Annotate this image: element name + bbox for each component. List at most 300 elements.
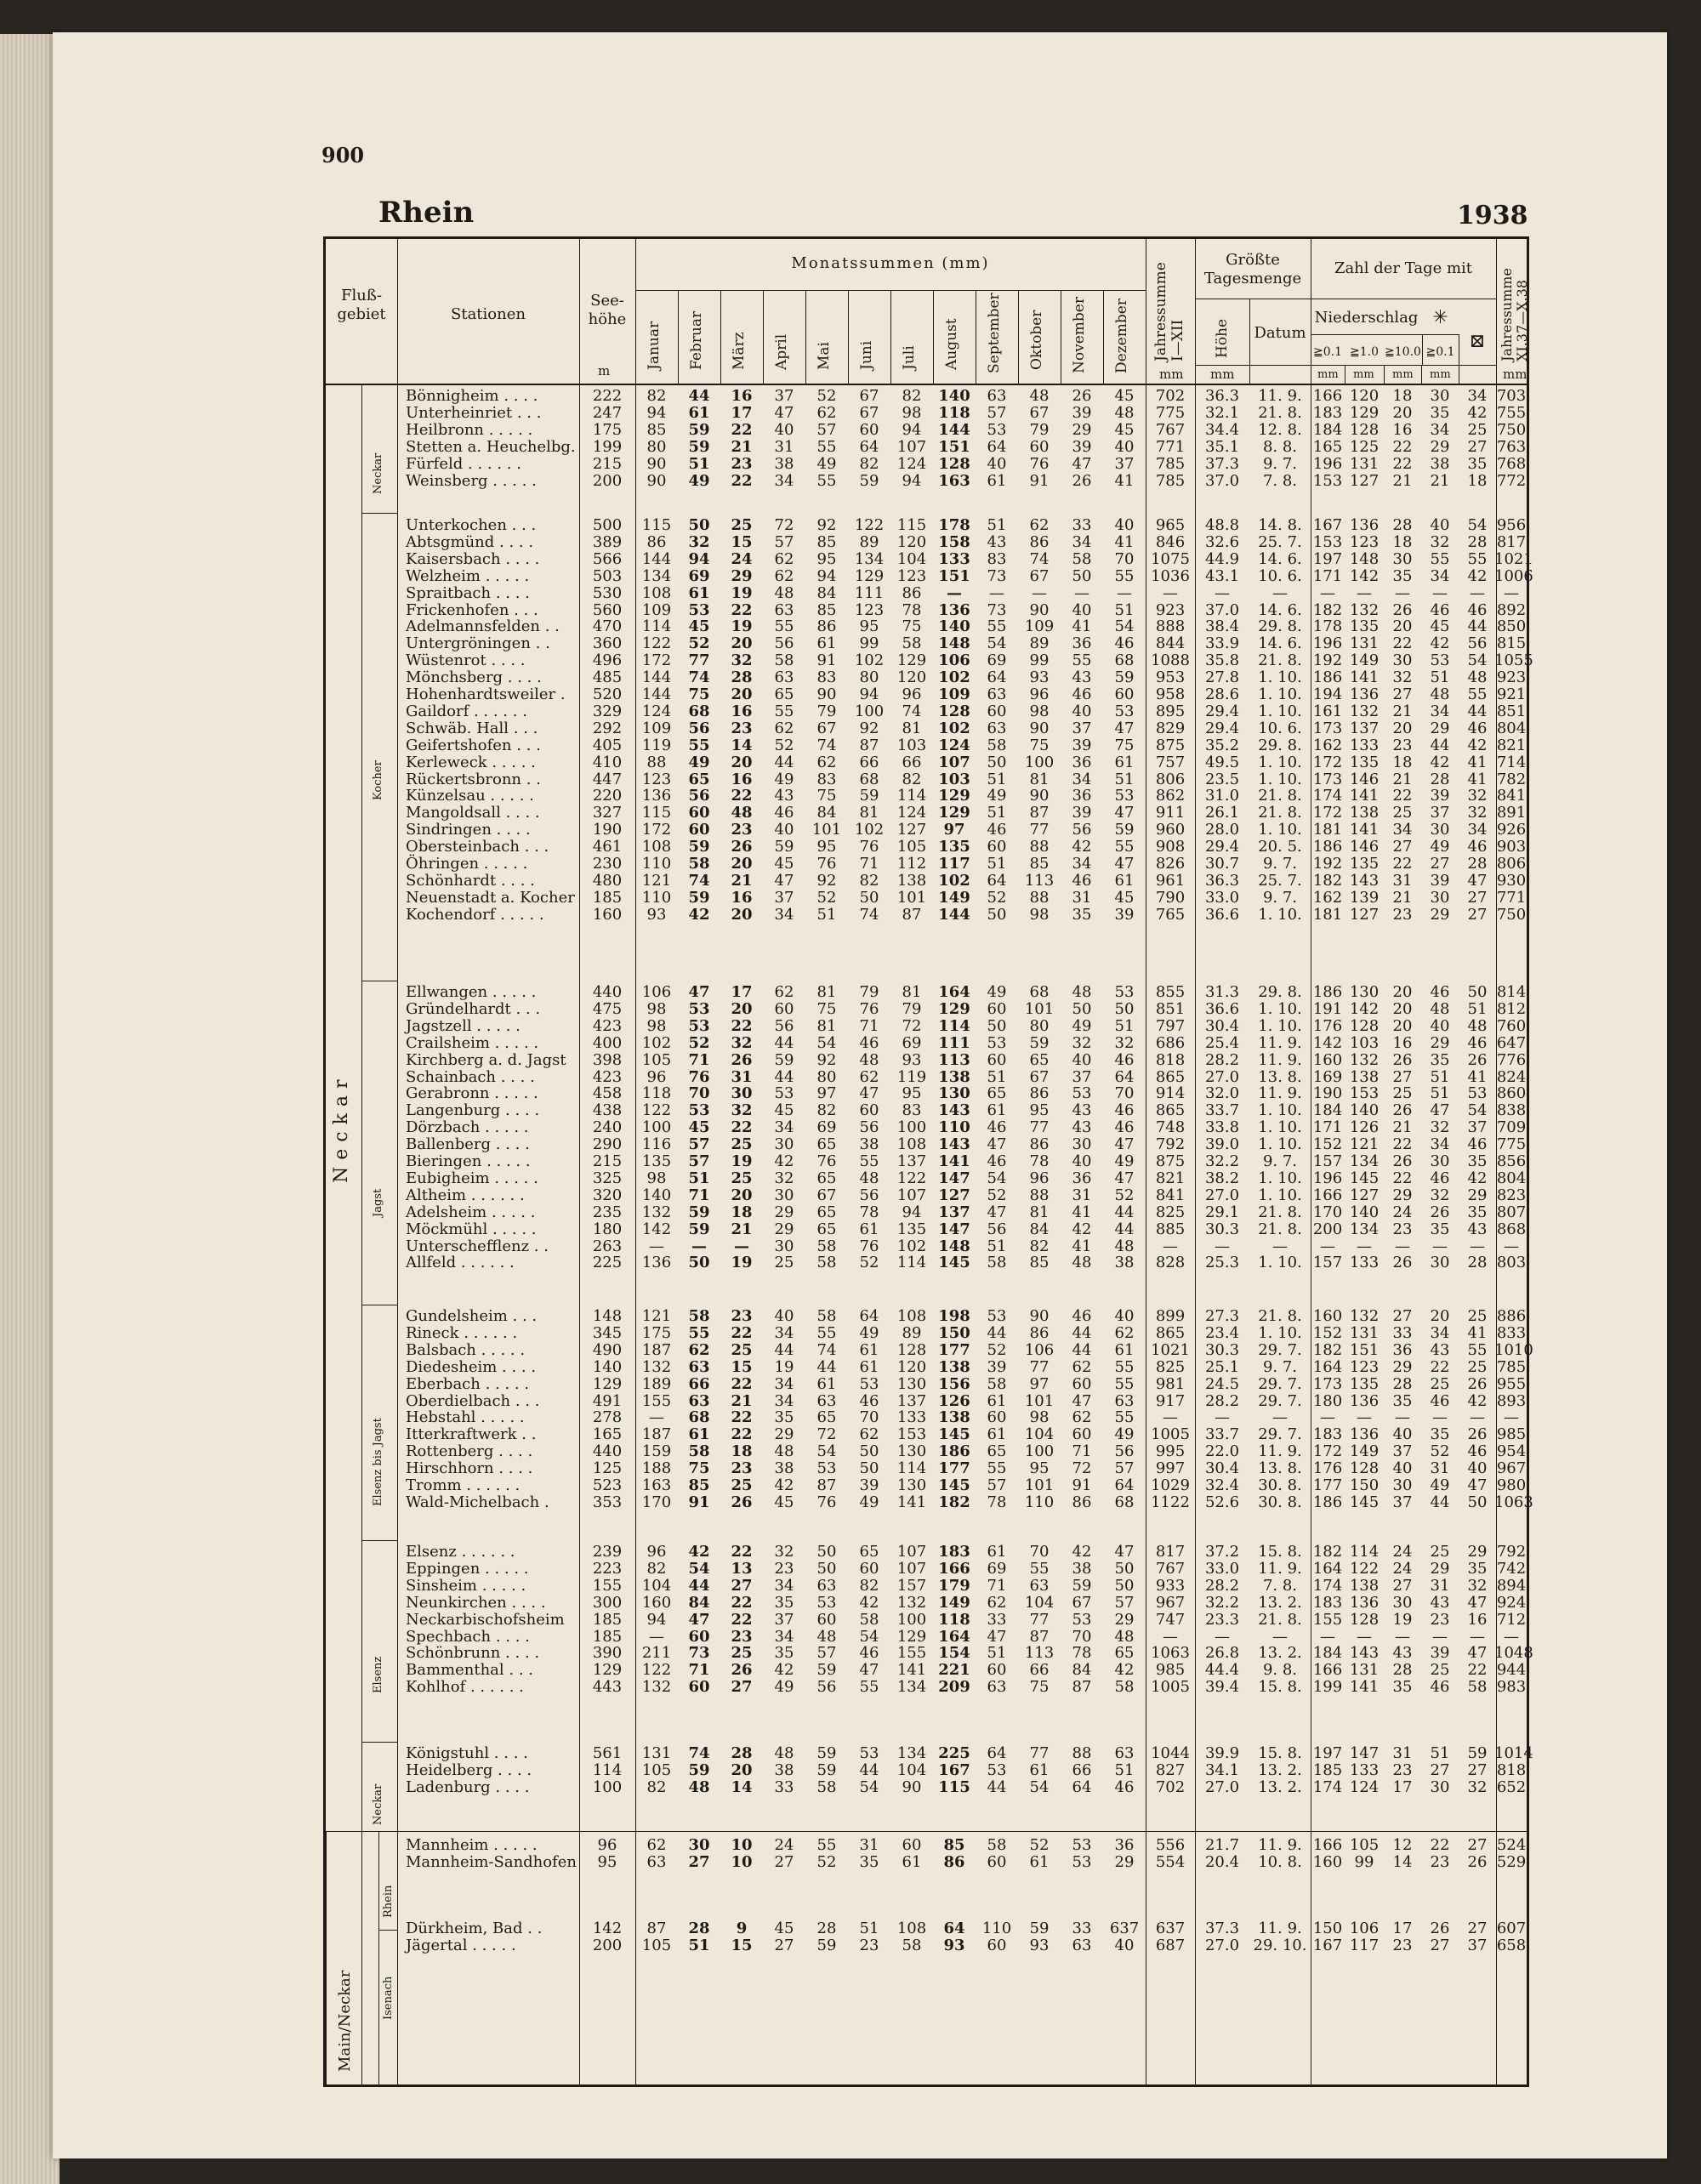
table-cell: 496 <box>592 651 623 670</box>
table-cell: 44 <box>987 1777 1007 1796</box>
table-cell: 33 <box>987 1610 1007 1629</box>
table-cell: 27 <box>1467 905 1488 924</box>
table-cell: 156 <box>938 1374 970 1393</box>
table-cell: 652 <box>1496 1777 1527 1796</box>
table-cell: 166 <box>1312 1836 1343 1854</box>
table-cell: 53 <box>987 1307 1007 1325</box>
table-cell: 59 <box>1114 668 1135 687</box>
station-name: Langenburg . . . . <box>406 1101 540 1120</box>
table-cell: 61 <box>859 1340 879 1359</box>
table-cell: 143 <box>938 1135 970 1154</box>
station-name: Wald-Michelbach . <box>406 1493 549 1511</box>
table-cell: 55 <box>1114 838 1135 856</box>
table-cell: 58 <box>987 736 1007 754</box>
table-cell: 71 <box>859 1016 879 1035</box>
table-cell: 50 <box>859 1459 879 1478</box>
table-cell: 26 <box>1392 1101 1413 1120</box>
table-cell: 129 <box>854 566 885 585</box>
table-cell: 65 <box>816 1135 837 1154</box>
table-cell: 148 <box>938 1237 970 1255</box>
table-cell: 818 <box>1496 1760 1527 1779</box>
table-cell: 742 <box>1496 1559 1527 1578</box>
table-cell: 68 <box>688 702 710 720</box>
table-cell: 144 <box>641 549 672 568</box>
table-cell: 36.3 <box>1204 871 1240 890</box>
table-cell: 79 <box>1029 420 1050 439</box>
table-cell: 32 <box>731 1033 753 1052</box>
table-cell: 15. 8. <box>1258 1744 1302 1762</box>
table-cell: 166 <box>1312 387 1343 405</box>
header-flussgebiet: Fluß- gebiet <box>337 287 386 323</box>
table-cell: 93 <box>902 1050 922 1069</box>
table-cell: 131 <box>1349 1323 1380 1342</box>
table-cell: 50 <box>688 516 710 534</box>
table-cell: 27 <box>1392 1067 1413 1086</box>
table-cell: 25 <box>1467 1307 1488 1325</box>
table-cell: 24 <box>774 1836 794 1854</box>
table-cell: 29.4 <box>1204 702 1240 720</box>
table-cell: 480 <box>592 871 623 890</box>
table-cell: 128 <box>1349 1016 1380 1035</box>
table-cell: 122 <box>641 1661 672 1680</box>
table-cell: 13. 2. <box>1258 1777 1302 1796</box>
table-cell: 98 <box>1029 702 1050 720</box>
table-cell: 129 <box>592 1374 623 1393</box>
table-cell: 25.4 <box>1204 1033 1240 1052</box>
table-cell: 105 <box>641 1760 672 1779</box>
table-cell: 135 <box>938 838 970 856</box>
table-row <box>326 1239 1532 1254</box>
table-cell: 49 <box>987 983 1007 1001</box>
table-cell: 147 <box>938 1220 970 1238</box>
month-mai: Mai <box>816 342 833 370</box>
table-cell: 123 <box>896 566 927 585</box>
table-cell: 12. 8. <box>1258 420 1302 439</box>
header-threshold-0-1: ≧0.1 <box>1313 345 1342 359</box>
table-cell: 180 <box>1312 1391 1343 1410</box>
month-februar: Februar <box>688 310 705 370</box>
table-cell: 132 <box>641 1357 672 1376</box>
table-cell: 153 <box>1312 532 1343 551</box>
table-cell: 155 <box>1312 1610 1343 1629</box>
table-cell: 52 <box>987 888 1007 907</box>
table-cell: 54 <box>1467 1101 1488 1120</box>
station-name: Oberdielbach . . . <box>406 1391 540 1410</box>
table-cell: 35 <box>1467 1203 1488 1221</box>
table-cell: 79 <box>859 983 879 1001</box>
table-cell: 149 <box>1349 651 1380 670</box>
table-cell: 933 <box>1155 1576 1186 1595</box>
table-cell: 145 <box>938 1254 970 1272</box>
table-cell: 192 <box>1312 651 1343 670</box>
table-cell: 111 <box>938 1033 970 1052</box>
table-row <box>326 1427 1532 1442</box>
table-cell: 61 <box>859 1220 879 1238</box>
table-cell: 184 <box>1312 1644 1343 1663</box>
table-cell: 172 <box>641 651 672 670</box>
table-cell: 44 <box>1430 1493 1450 1511</box>
table-cell: 120 <box>1349 387 1380 405</box>
table-cell: 153 <box>896 1425 927 1444</box>
table-cell: 40 <box>1072 1152 1092 1170</box>
table-cell: 94 <box>816 566 837 585</box>
table-cell: 160 <box>1312 1307 1343 1325</box>
table-cell: 76 <box>816 1152 837 1170</box>
table-cell: 105 <box>1349 1836 1380 1854</box>
table-cell: 25 <box>731 1135 753 1154</box>
table-cell: 75 <box>816 787 837 805</box>
table-cell: 177 <box>938 1459 970 1478</box>
table-cell: 54 <box>816 1442 837 1461</box>
table-cell: 126 <box>938 1391 970 1410</box>
table-cell: 39.0 <box>1204 1135 1240 1154</box>
table-cell: 45 <box>774 1493 794 1511</box>
table-cell: 72 <box>1072 1459 1092 1478</box>
table-cell: 157 <box>1312 1254 1343 1272</box>
table-cell: 29 <box>1114 1852 1135 1871</box>
table-cell: 37.0 <box>1204 600 1240 619</box>
table-cell: 475 <box>592 999 623 1018</box>
table-cell: 27 <box>1467 888 1488 907</box>
table-cell: 136 <box>641 1254 672 1272</box>
table-cell: 200 <box>592 1936 623 1954</box>
table-cell: 136 <box>1349 1425 1380 1444</box>
table-cell: 961 <box>1155 871 1186 890</box>
table-cell: 83 <box>902 1101 922 1120</box>
table-cell: 74 <box>859 905 879 924</box>
table-cell: 9. 7. <box>1262 454 1298 473</box>
table-cell: 48 <box>1467 1016 1488 1035</box>
table-cell: 155 <box>896 1644 927 1663</box>
table-cell: 181 <box>1312 905 1343 924</box>
table-cell: 25 <box>1392 804 1413 822</box>
group-elsenz-bis-jagst: Elsenz bis Jagst <box>372 1418 384 1506</box>
table-cell: 132 <box>641 1678 672 1697</box>
table-cell: 25 <box>1467 1357 1488 1376</box>
table-cell: 803 <box>1496 1254 1527 1272</box>
table-cell: 86 <box>1029 1323 1050 1342</box>
table-row <box>326 805 1532 821</box>
table-cell: 148 <box>938 634 970 653</box>
table-cell: 28 <box>1392 1661 1413 1680</box>
table-cell: 40 <box>1114 1936 1135 1954</box>
table-cell: 523 <box>592 1476 623 1494</box>
table-cell: 54 <box>859 1627 879 1646</box>
table-cell: 51 <box>987 855 1007 873</box>
table-cell: 50 <box>816 1543 837 1561</box>
table-cell: 56 <box>1114 1442 1135 1461</box>
table-cell: 95 <box>816 838 837 856</box>
table-cell: 60 <box>859 1101 879 1120</box>
table-cell: 26 <box>1392 1152 1413 1170</box>
table-cell: 160 <box>1312 1852 1343 1871</box>
table-cell: 327 <box>592 804 623 822</box>
table-cell: 87 <box>1072 1678 1092 1697</box>
table-cell: 1021 <box>1494 549 1533 568</box>
table-cell: 40 <box>1392 1425 1413 1444</box>
table-cell: 804 <box>1496 719 1527 737</box>
table-cell: 26 <box>731 838 753 856</box>
table-cell: 150 <box>1312 1920 1343 1937</box>
table-cell: 87 <box>902 905 922 924</box>
table-cell: 53 <box>859 1744 879 1762</box>
table-cell: 71 <box>688 1050 710 1069</box>
table-cell: 443 <box>592 1678 623 1697</box>
table-cell: 74 <box>902 702 922 720</box>
table-cell: 106 <box>1349 1920 1380 1937</box>
month-september: September <box>986 293 1003 373</box>
table-cell: 21 <box>731 871 753 890</box>
table-cell: 20 <box>731 999 753 1018</box>
table-cell: 52.6 <box>1204 1493 1240 1511</box>
table-cell: — <box>1432 583 1448 602</box>
table-cell: 833 <box>1496 1323 1527 1342</box>
table-cell: 851 <box>1496 702 1527 720</box>
table-cell: 923 <box>1496 668 1527 687</box>
table-cell: 138 <box>938 1067 970 1086</box>
table-cell: 23.3 <box>1204 1610 1240 1629</box>
table-cell: 855 <box>1155 983 1186 1001</box>
table-cell: 138 <box>896 871 927 890</box>
table-cell: 34.1 <box>1204 1760 1240 1779</box>
table-cell: 160 <box>1312 1050 1343 1069</box>
table-cell: 51 <box>1430 668 1450 687</box>
table-cell: 98 <box>1029 1408 1050 1427</box>
table-cell: 230 <box>592 855 623 873</box>
table-cell: 101 <box>1024 999 1055 1018</box>
table-cell: 100 <box>641 1118 672 1137</box>
table-cell: 647 <box>1496 1033 1527 1052</box>
table-cell: 25 <box>1430 1374 1450 1393</box>
table-cell: 23 <box>1430 1852 1450 1871</box>
table-cell: 32 <box>1072 1033 1092 1052</box>
table-cell: 95 <box>597 1852 617 1871</box>
header-monatssummen: Monatssummen (mm) <box>791 254 990 272</box>
table-cell: 41 <box>1072 1237 1092 1255</box>
table-cell: 94 <box>902 471 922 490</box>
table-cell: 771 <box>1496 888 1527 907</box>
table-cell: 84 <box>688 1593 710 1612</box>
table-cell: 82 <box>902 770 922 788</box>
table-cell: 709 <box>1496 1118 1527 1137</box>
table-cell: 637 <box>1109 1920 1140 1937</box>
table-cell: 61 <box>688 403 710 422</box>
table-cell: 967 <box>1155 1593 1186 1612</box>
table-cell: 290 <box>592 1135 623 1154</box>
table-cell: 136 <box>1349 516 1380 534</box>
table-cell: 423 <box>592 1067 623 1086</box>
table-cell: 55 <box>1114 1357 1135 1376</box>
table-cell: 995 <box>1155 1442 1186 1461</box>
table-cell: 32 <box>1430 1186 1450 1204</box>
table-cell: 36 <box>1072 1169 1092 1187</box>
table-cell: 24 <box>731 549 753 568</box>
table-cell: 140 <box>1349 1101 1380 1120</box>
table-cell: 1063 <box>1151 1644 1190 1663</box>
table-cell: 69 <box>816 1118 837 1137</box>
table-cell: 60 <box>902 1836 922 1854</box>
table-cell: 63 <box>816 1576 837 1595</box>
table-cell: 58 <box>987 1374 1007 1393</box>
table-cell: 140 <box>1349 1203 1380 1221</box>
table-row <box>326 670 1532 685</box>
table-cell: 35 <box>1392 1678 1413 1697</box>
table-cell: 62 <box>859 1425 879 1444</box>
table-cell: 860 <box>1496 1084 1527 1103</box>
table-row <box>326 1357 1532 1376</box>
table-cell: 17 <box>731 983 753 1001</box>
station-name: Mannheim . . . . . <box>406 1836 538 1854</box>
table-cell: 10. 6. <box>1258 566 1302 585</box>
table-cell: 11. 9. <box>1258 387 1302 405</box>
table-cell: 22 <box>731 420 753 439</box>
table-cell: 173 <box>1312 1374 1343 1393</box>
table-cell: 97 <box>1029 1374 1050 1393</box>
table-cell: 16 <box>731 770 753 788</box>
table-cell: 139 <box>1349 888 1380 907</box>
table-cell: 82 <box>1029 1237 1050 1255</box>
table-cell: 329 <box>592 702 623 720</box>
table-cell: 122 <box>854 516 885 534</box>
book-spine <box>0 34 60 2184</box>
table-cell: 199 <box>592 437 623 456</box>
table-cell: 100 <box>1024 1442 1055 1461</box>
table-cell: 782 <box>1496 770 1527 788</box>
table-cell: 865 <box>1155 1101 1186 1120</box>
table-cell: 35 <box>774 1644 794 1663</box>
table-cell: 841 <box>1155 1186 1186 1204</box>
table-cell: — <box>691 1237 707 1255</box>
table-cell: 44 <box>1114 1220 1135 1238</box>
table-row <box>326 1323 1532 1342</box>
table-cell: — <box>1272 1408 1288 1427</box>
table-cell: 136 <box>1349 1593 1380 1612</box>
table-cell: 34 <box>1072 532 1092 551</box>
table-cell: 53 <box>774 1084 794 1103</box>
table-cell: 124 <box>641 702 672 720</box>
table-cell: 26 <box>1467 1374 1488 1393</box>
table-cell: 64 <box>987 668 1007 687</box>
table-cell: 20 <box>1392 617 1413 636</box>
table-cell: 84 <box>816 583 837 602</box>
table-cell: 58 <box>902 1936 922 1954</box>
table-cell: 983 <box>1496 1678 1527 1697</box>
table-cell: 48 <box>1114 1627 1135 1646</box>
table-cell: 767 <box>1155 420 1186 439</box>
table-cell: 73 <box>987 600 1007 619</box>
station-name: Künzelsau . . . . . <box>406 787 534 805</box>
table-cell: 899 <box>1155 1307 1186 1325</box>
table-cell: 10. 8. <box>1258 1852 1302 1871</box>
table-cell: 62 <box>774 719 794 737</box>
table-cell: 21. 8. <box>1258 1220 1302 1238</box>
table-cell: 757 <box>1155 753 1186 771</box>
table-cell: 141 <box>896 1661 927 1680</box>
table-cell: 100 <box>896 1118 927 1137</box>
table-cell: 50 <box>688 1254 710 1272</box>
table-cell: 68 <box>688 1408 710 1427</box>
table-cell: 55 <box>774 702 794 720</box>
table-row <box>326 1746 1532 1761</box>
table-cell: 43 <box>1072 1118 1092 1137</box>
table-cell: 75 <box>1114 736 1135 754</box>
table-cell: 114 <box>592 1760 623 1779</box>
table-cell: 51 <box>859 1920 879 1937</box>
table-cell: 31.3 <box>1204 983 1240 1001</box>
table-cell: 58 <box>816 1777 837 1796</box>
table-row <box>326 1016 1532 1035</box>
table-row <box>326 1544 1532 1560</box>
table-cell: 72 <box>816 1425 837 1444</box>
table-cell: 39.4 <box>1204 1678 1240 1697</box>
table-cell: 62 <box>774 549 794 568</box>
table-cell: 12 <box>1392 1836 1413 1854</box>
table-cell: 20 <box>731 634 753 653</box>
table-cell: 52 <box>816 1852 837 1871</box>
table-cell: — <box>1163 1408 1178 1427</box>
table-cell: 102 <box>896 1237 927 1255</box>
table-row <box>326 704 1532 719</box>
table-cell: 47 <box>1114 1135 1135 1154</box>
table-cell: 34 <box>774 1391 794 1410</box>
table-cell: 44 <box>1467 702 1488 720</box>
table-cell: 775 <box>1155 403 1186 422</box>
table-cell: 20 <box>731 1760 753 1779</box>
table-cell: 48 <box>774 1744 794 1762</box>
table-cell: 59 <box>688 1220 710 1238</box>
table-cell: 785 <box>1155 471 1186 490</box>
table-row <box>326 389 1532 404</box>
table-cell: 52 <box>688 634 710 653</box>
table-cell: 11. 9. <box>1258 1559 1302 1578</box>
table-cell: 122 <box>896 1169 927 1187</box>
table-cell: 51 <box>1430 1084 1450 1103</box>
table-cell: 27 <box>1392 1307 1413 1325</box>
table-cell: 109 <box>938 685 970 703</box>
table-cell: 87 <box>816 1476 837 1494</box>
table-cell: 28 <box>731 668 753 687</box>
table-cell: 56 <box>688 719 710 737</box>
table-cell: 40 <box>1072 1050 1092 1069</box>
table-cell: 86 <box>902 583 922 602</box>
table-cell: 99 <box>859 634 879 653</box>
table-cell: 53 <box>1114 702 1135 720</box>
table-cell: 38 <box>1072 1559 1092 1578</box>
table-cell: 22 <box>731 1610 753 1629</box>
table-cell: 520 <box>592 685 623 703</box>
table-row <box>326 1663 1532 1678</box>
table-cell: 11. 9. <box>1258 1836 1302 1854</box>
table-cell: 184 <box>1312 420 1343 439</box>
table-cell: 763 <box>1496 437 1527 456</box>
table-cell: 153 <box>1312 471 1343 490</box>
table-cell: 61 <box>987 1101 1007 1120</box>
table-cell: 185 <box>592 1610 623 1629</box>
table-cell: 43 <box>1430 1593 1450 1612</box>
table-cell: 133 <box>1349 1254 1380 1272</box>
table-cell: 64 <box>987 1744 1007 1762</box>
table-cell: 87 <box>646 1920 667 1937</box>
table-cell: 81 <box>902 719 922 737</box>
table-cell: 157 <box>1312 1152 1343 1170</box>
table-cell: 755 <box>1496 403 1527 422</box>
table-cell: 55 <box>987 1459 1007 1478</box>
table-cell: 44 <box>774 753 794 771</box>
table-cell: 20 <box>731 905 753 924</box>
table-cell: 190 <box>1312 1084 1343 1103</box>
table-cell: 179 <box>938 1576 970 1595</box>
table-cell: 24.5 <box>1204 1374 1240 1393</box>
